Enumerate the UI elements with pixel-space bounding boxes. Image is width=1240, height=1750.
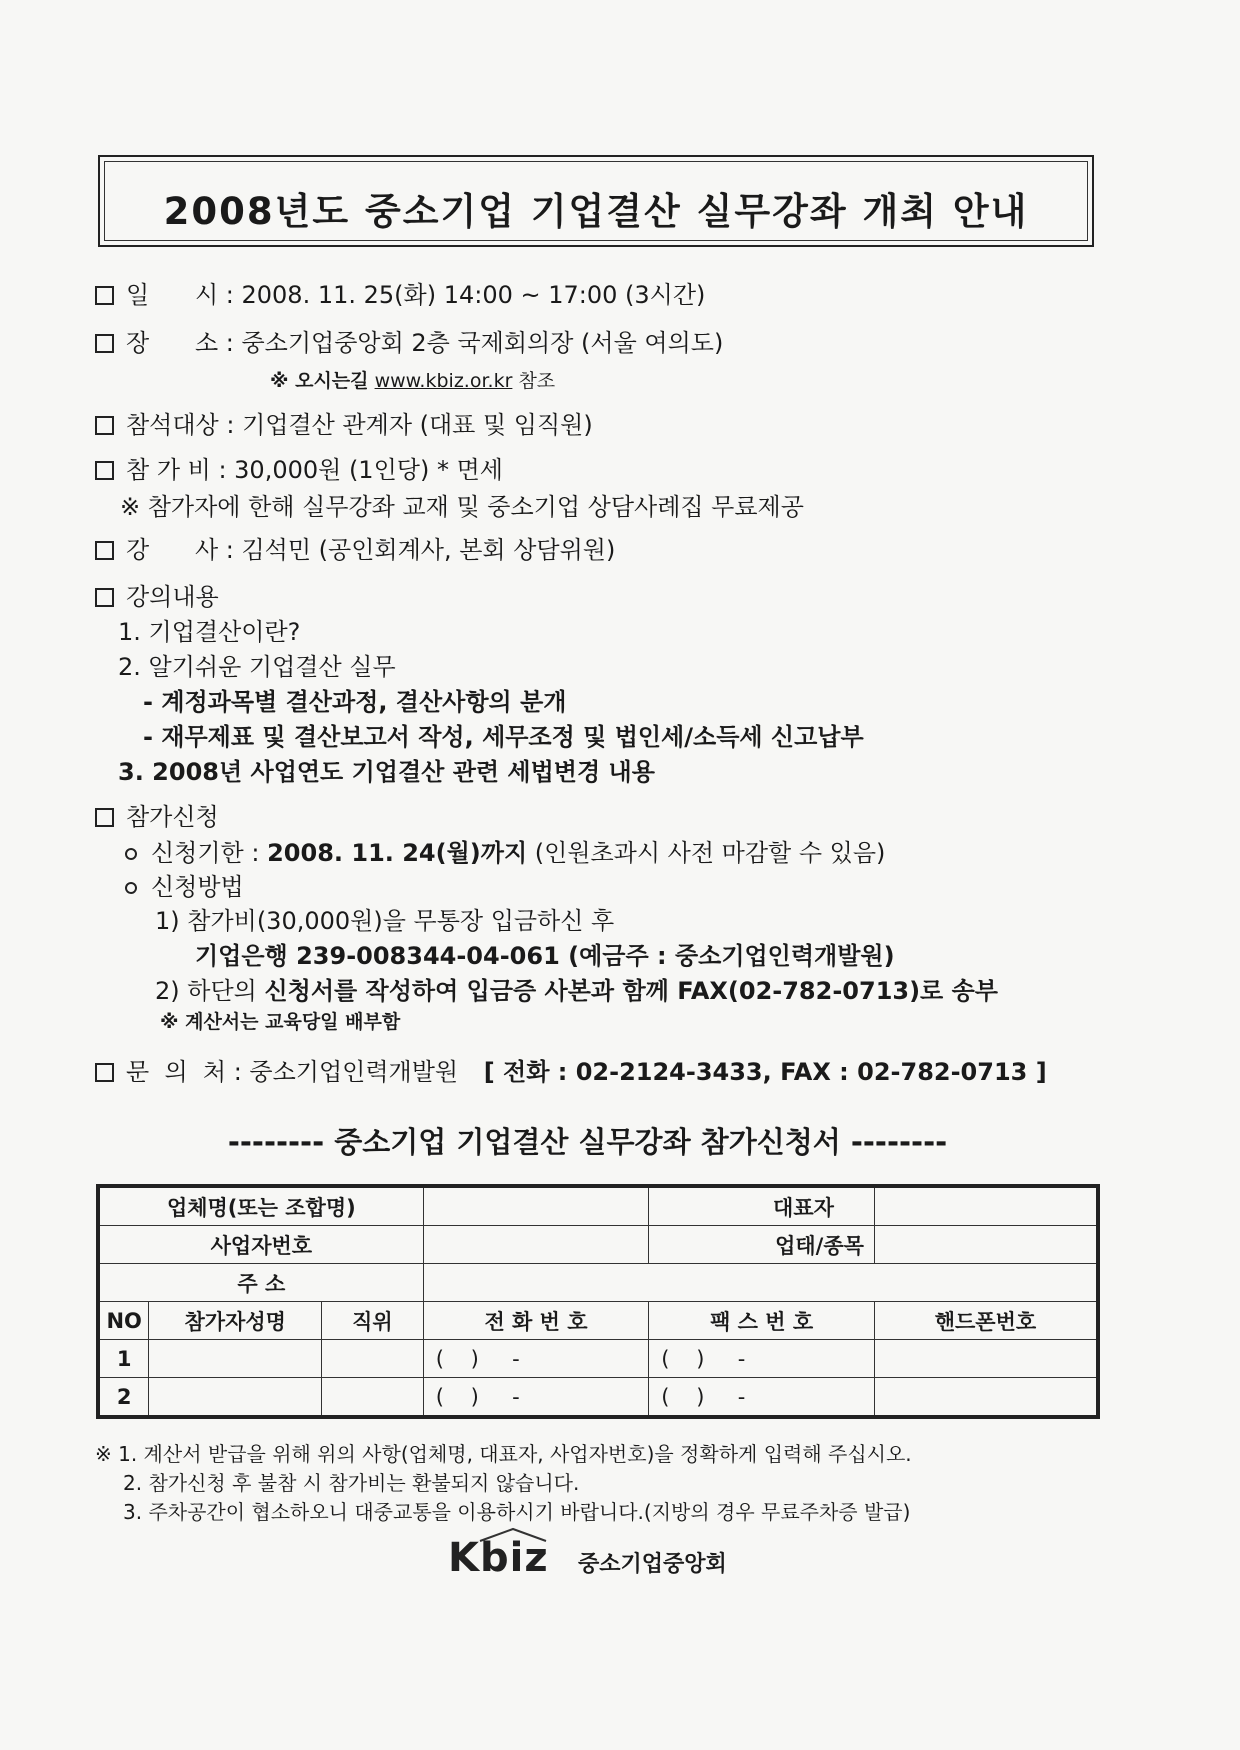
directions-suffix: 참조: [518, 370, 556, 392]
target-value: 기업결산 관계자 (대표 및 임직원): [242, 411, 593, 439]
date-value: 2008. 11. 25(화) 14:00 ~ 17:00 (3시간): [241, 281, 706, 309]
lecturer-row: 강 사 : 김석민 (공인회계사, 본회 상담위원): [95, 535, 615, 565]
table-row: [98, 1378, 1098, 1418]
header-position: 직위: [322, 1302, 424, 1340]
bullet-circle-icon: [125, 882, 137, 894]
checkbox-icon: [95, 416, 114, 435]
fee-note: ※ 참가자에 한해 실무강좌 교재 및 중소기업 상담사례집 무료제공: [120, 493, 804, 521]
date-row: 일 시 : 2008. 11. 25(화) 14:00 ~ 17:00 (3시간): [95, 280, 705, 310]
lecture-item: 3. 2008년 사업연도 기업결산 관련 세법변경 내용: [118, 758, 655, 786]
deadline-label: 신청기한 :: [151, 839, 260, 867]
lecture-heading-row: [95, 582, 219, 612]
address-input[interactable]: [423, 1264, 1098, 1302]
company-input[interactable]: [423, 1186, 649, 1226]
deadline-note: (인원초과시 사전 마감할 수 있음): [534, 839, 886, 867]
biztype-label: 업태/종목: [649, 1226, 875, 1264]
checkbox-icon: [95, 461, 114, 480]
directions-link[interactable]: www.kbiz.or.kr: [374, 370, 513, 392]
roof-icon: [478, 1527, 548, 1543]
company-label: 업체명(또는 조합명): [98, 1186, 423, 1226]
contact-phone: [ 전화 : 02-2124-3433, FAX : 02-782-0713 ]: [483, 1058, 1047, 1086]
header-fax: 팩 스 번 호: [649, 1302, 875, 1340]
address-label: 주 소: [98, 1264, 423, 1302]
ceo-label: 대표자: [649, 1186, 875, 1226]
mobile-input[interactable]: [874, 1378, 1098, 1418]
checkbox-icon: [95, 808, 114, 827]
row-no: 2: [98, 1378, 149, 1418]
mobile-input[interactable]: [874, 1340, 1098, 1378]
directions-prefix: ※ 오시는길: [270, 370, 369, 392]
target-label: 참석대상: [126, 411, 219, 439]
directions-row: [270, 366, 555, 396]
kbiz-logo: [448, 1535, 727, 1581]
checkbox-icon: [95, 1063, 114, 1082]
name-input[interactable]: [149, 1378, 322, 1418]
lecture-heading: 강의내용: [126, 583, 219, 611]
checkbox-icon: [95, 334, 114, 353]
page-title: 2008년도 중소기업 기업결산 실무강좌 개최 안내: [163, 190, 1029, 233]
logo-mark: Kbiz: [448, 1535, 549, 1581]
lecture-item: 1. 기업결산이란?: [118, 618, 301, 646]
fee-row: 참 가 비 : 30,000원 (1인당) * 면세: [95, 455, 503, 485]
bizno-input[interactable]: [423, 1226, 649, 1264]
table-row: [98, 1340, 1098, 1378]
header-name: 참가자성명: [149, 1302, 322, 1340]
fax-input[interactable]: ( ) -: [649, 1378, 875, 1418]
name-input[interactable]: [149, 1340, 322, 1378]
checkbox-icon: [95, 541, 114, 560]
fee-value: 30,000원 (1인당) * 면세: [234, 456, 503, 484]
lecturer-value: 김석민 (공인회계사, 본회 상담위원): [241, 536, 616, 564]
bullet-circle-icon: [125, 848, 137, 860]
bizno-label: 사업자번호: [98, 1226, 423, 1264]
target-row: 참석대상 : 기업결산 관계자 (대표 및 임직원): [95, 410, 593, 440]
title-box: [98, 155, 1094, 247]
invoice-note: ※ 계산서는 교육당일 배부함: [160, 1011, 401, 1033]
header-no: NO: [98, 1302, 149, 1340]
note-item: 3. 주차공간이 협소하오니 대중교통을 이용하시기 바랍니다.(지방의 경우 무료주차증 발급): [123, 1500, 911, 1524]
place-row: 장 소 : 중소기업중앙회 2층 국제회의장 (서울 여의도): [95, 328, 723, 358]
position-input[interactable]: [322, 1378, 424, 1418]
phone-input[interactable]: ( ) -: [423, 1378, 649, 1418]
position-input[interactable]: [322, 1340, 424, 1378]
apply-heading: 참가신청: [126, 803, 219, 831]
step1: 1) 참가비(30,000원)을 무통장 입금하신 후: [155, 907, 615, 935]
lecture-item: - 재무제표 및 결산보고서 작성, 세무조정 및 법인세/소득세 신고납부: [143, 723, 864, 751]
step2-prefix: 2) 하단의: [155, 977, 257, 1005]
notes: [95, 1440, 912, 1527]
header-mobile: 핸드폰번호: [874, 1302, 1098, 1340]
bank-account: 기업은행 239-008344-04-061 (예금주 : 중소기업인력개발원): [195, 942, 895, 970]
checkbox-icon: [95, 588, 114, 607]
ceo-input[interactable]: [874, 1186, 1098, 1226]
note-item: 2. 참가신청 후 불참 시 참가비는 환불되지 않습니다.: [123, 1471, 580, 1495]
contact-value: 중소기업인력개발원: [249, 1058, 459, 1086]
lecture-item: - 계정과목별 결산과정, 결산사항의 분개: [143, 688, 567, 716]
method-label: 신청방법: [151, 873, 244, 901]
apply-heading-row: [95, 802, 219, 832]
biztype-input[interactable]: [874, 1226, 1098, 1264]
contact-row: 문 의 처 : 중소기업인력개발원 [ 전화 : 02-2124-3433, FAX : 02-782-0713 ]: [95, 1057, 1047, 1087]
deadline-date: 2008. 11. 24(월)까지: [267, 839, 528, 867]
row-no: 1: [98, 1340, 149, 1378]
header-phone: 전 화 번 호: [423, 1302, 649, 1340]
fax-input[interactable]: ( ) -: [649, 1340, 875, 1378]
place-value: 중소기업중앙회 2층 국제회의장 (서울 여의도): [241, 329, 724, 357]
method-row: [125, 872, 244, 902]
fee-label: 참 가 비: [126, 456, 211, 484]
step2-row: [155, 976, 998, 1006]
step2-bold: 신청서를 작성하여 입금증 사본과 함께 FAX(02-782-0713)로 송부: [264, 977, 998, 1005]
deadline-row: [125, 838, 885, 868]
logo-name: 중소기업중앙회: [578, 1552, 727, 1577]
checkbox-icon: [95, 286, 114, 305]
phone-input[interactable]: ( ) -: [423, 1340, 649, 1378]
date-label: 일 시: [126, 281, 219, 309]
lecturer-label: 강 사: [126, 536, 219, 564]
place-label: 장 소: [126, 329, 219, 357]
application-form: [96, 1184, 1100, 1419]
lecture-item: 2. 알기쉬운 기업결산 실무: [118, 653, 396, 681]
form-title: -------- 중소기업 기업결산 실무강좌 참가신청서 --------: [227, 1125, 948, 1159]
contact-label: 문 의 처: [126, 1058, 227, 1086]
note-item: ※ 1. 계산서 받급을 위해 위의 사항(업체명, 대표자, 사업자번호)을 정확하게 입력해 주십시오.: [95, 1442, 912, 1466]
